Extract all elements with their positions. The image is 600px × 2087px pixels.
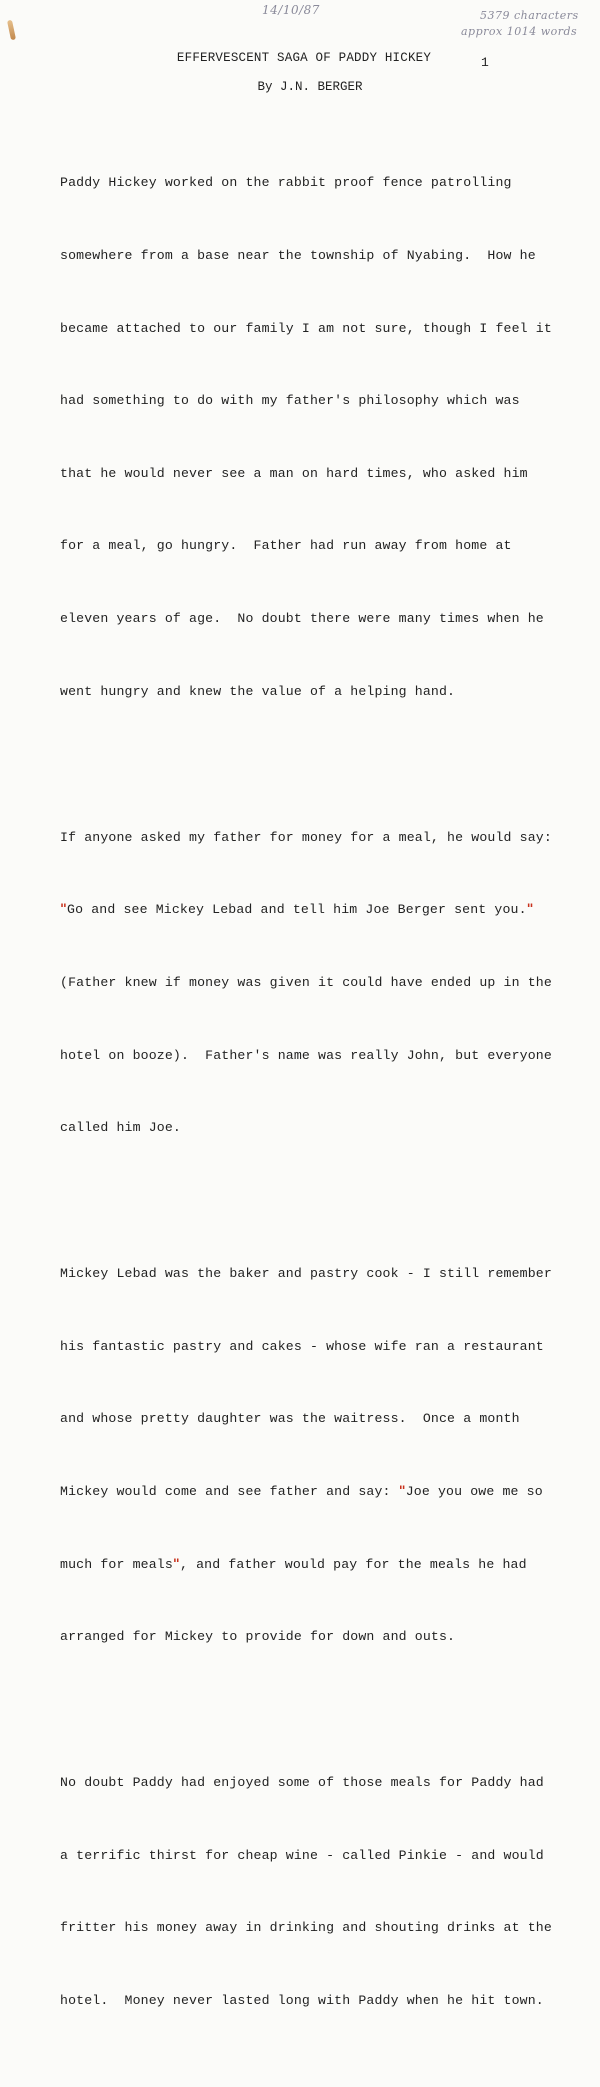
red-quote-mark: " (526, 902, 534, 918)
text-line: hotel. Money never lasted long with Paddy when he hit town. (60, 1993, 544, 2009)
red-quote-mark: " (172, 1556, 180, 1572)
text-line: called him Joe. (60, 1120, 181, 1136)
text-line: for a meal, go hungry. Father had run away from home at (60, 538, 512, 554)
text-line: his fantastic pastry and cakes - whose wife ran a restaurant (60, 1338, 544, 1354)
text-line: "Go and see Mickey Lebad and tell him Joe Berger sent you." (60, 902, 534, 918)
text-line: (Father knew if money was given it could have ended up in the (60, 974, 552, 990)
text-line: that he would never see a man on hard times, who asked him (60, 465, 528, 481)
text-line: became attached to our family I am not sure, though I feel it (60, 320, 552, 336)
text-line: went hungry and knew the value of a helping hand. (60, 683, 456, 699)
text-line: had something to do with my father's philosophy which was (60, 393, 520, 409)
text-line: Mickey Lebad was the baker and pastry cook - I still remember (60, 1266, 552, 1282)
text-line: Mickey would come and see father and say: "Joe you owe me so (60, 1483, 543, 1499)
red-quote-mark: " (60, 902, 68, 918)
handwritten-date: 14/10/87 (262, 3, 320, 17)
paragraph-2 (60, 777, 580, 1188)
text-line: Paddy Hickey worked on the rabbit proof fence patrolling (60, 175, 512, 191)
rust-stain (7, 20, 16, 41)
text-line: a terrific thirst for cheap wine - called Pinkie - and would (60, 1847, 544, 1863)
text-line: arranged for Mickey to provide for down and outs. (60, 1629, 456, 1645)
document-body (60, 123, 580, 2087)
text-line: No doubt Paddy had enjoyed some of those meals for Paddy had (60, 1775, 544, 1791)
text-line: hotel on booze). Father's name was really John, but everyone (60, 1047, 552, 1063)
text-line: somewhere from a base near the township of Nyabing. How he (60, 248, 536, 264)
text-line: eleven years of age. No doubt there were many times when he (60, 611, 544, 627)
document-byline: By J.N. BERGER (257, 80, 363, 94)
paragraph-3 (60, 1214, 580, 1698)
text-line: and whose pretty daughter was the waitress. Once a month (60, 1411, 520, 1427)
text-line: fritter his money away in drinking and shouting drinks at the (60, 1920, 552, 1936)
red-quote-mark: " (398, 1483, 406, 1499)
handwritten-word-count: approx 1014 words (461, 25, 578, 38)
paragraph-4 (60, 1723, 580, 2062)
handwritten-character-count: 5379 characters (480, 9, 579, 22)
paragraph-1 (60, 123, 580, 752)
text-line: much for meals", and father would pay for the meals he had (60, 1556, 527, 1572)
text-line: If anyone asked my father for money for a meal, he would say: (60, 829, 552, 845)
page-number: 1 (481, 55, 489, 70)
document-title: EFFERVESCENT SAGA OF PADDY HICKEY (176, 51, 432, 65)
